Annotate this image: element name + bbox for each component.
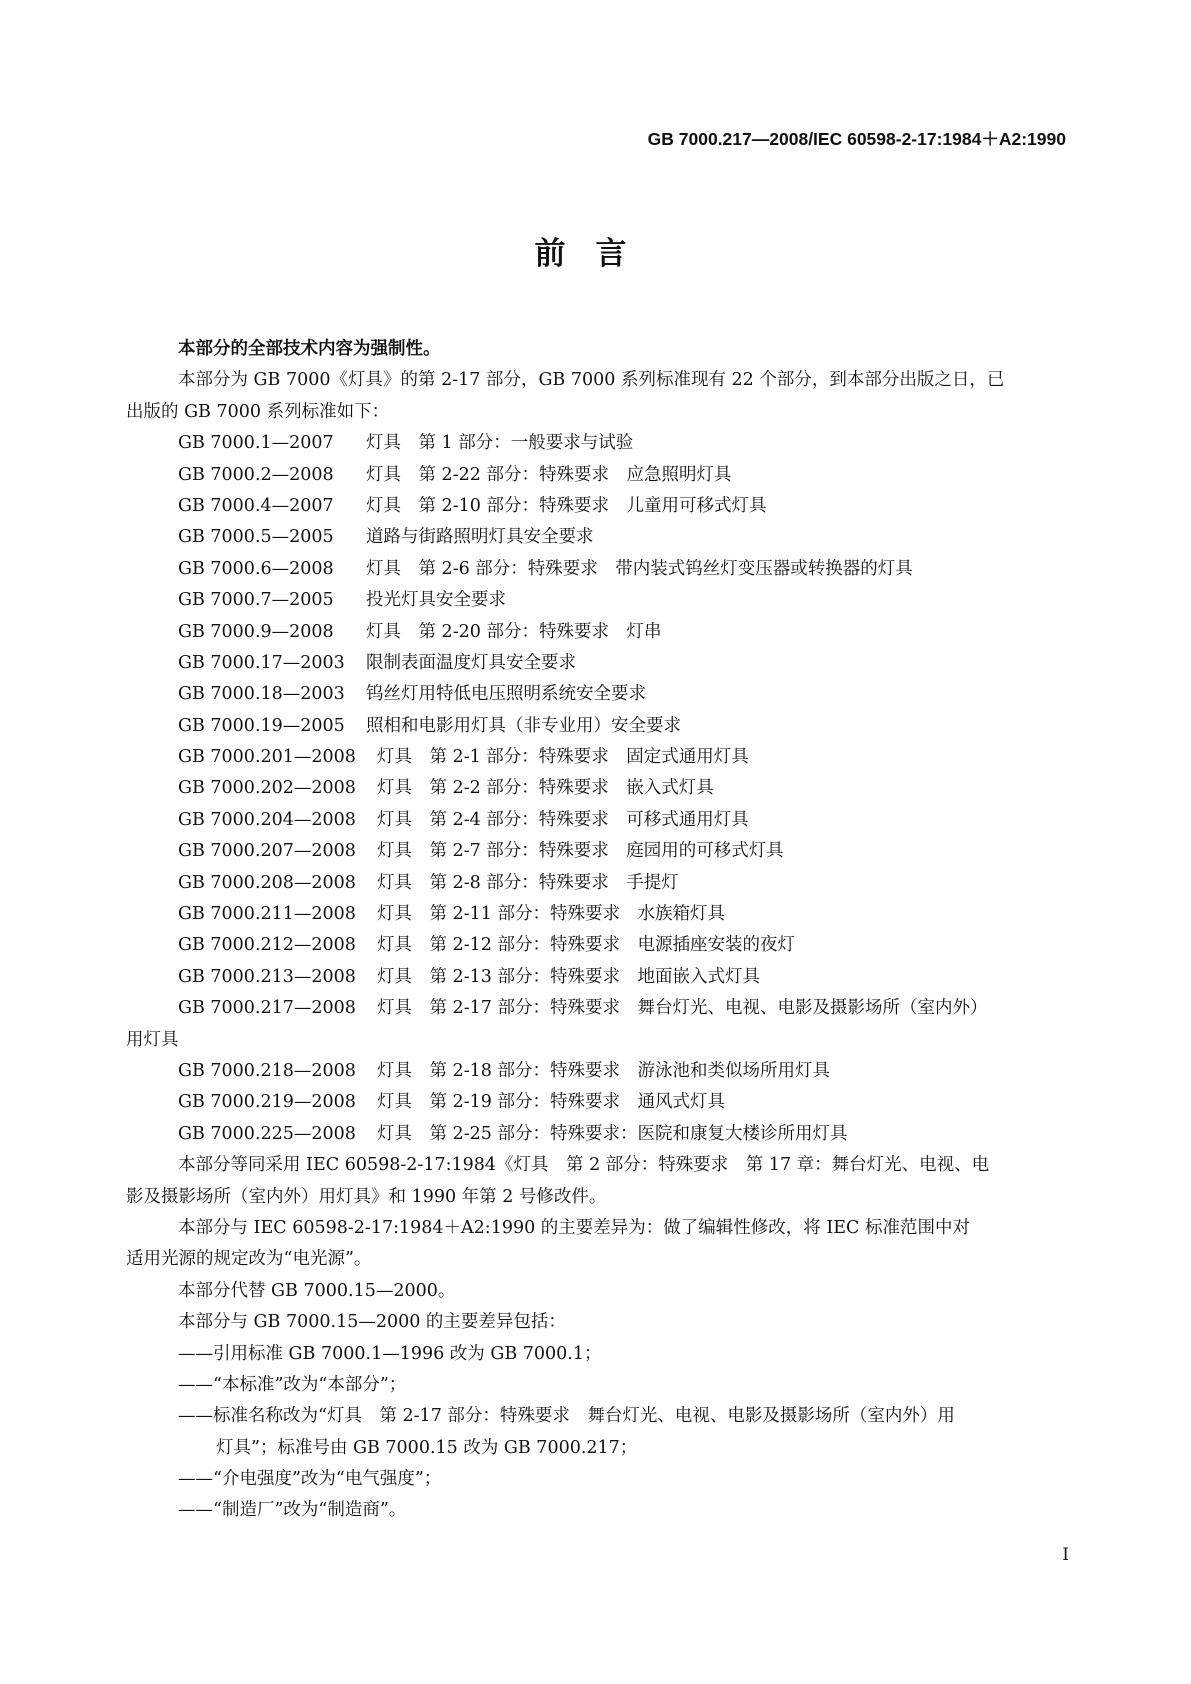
standard-title: 灯具 第 2-2 部分：特殊要求 嵌入式灯具 — [377, 778, 714, 799]
standard-list-item — [126, 742, 1066, 773]
paragraph: 本部分等同采用 IEC 60598-2-17:1984《灯具 第 2 部分：特殊要求 第 17 章：舞台灯光、电视、电 — [178, 1155, 990, 1176]
standard-title: 灯具 第 2-11 部分：特殊要求 水族箱灯具 — [377, 904, 725, 925]
standard-code-header: GB 7000.217—2008/IEC 60598-2-17:1984＋A2:1990 — [647, 129, 1066, 149]
standard-list-item — [126, 993, 1066, 1024]
standard-title: 灯具 第 2-4 部分：特殊要求 可移式通用灯具 — [377, 809, 749, 830]
difference-item: ——“制造厂”改为“制造商”。 — [178, 1500, 407, 1521]
paragraph: 本部分的全部技术内容为强制性。 — [178, 339, 441, 359]
standard-list-item — [126, 428, 1066, 459]
standard-code: GB 7000.213—2008 — [178, 966, 356, 987]
standard-title: 投光灯具安全要求 — [366, 590, 506, 611]
standard-title: 限制表面温度灯具安全要求 — [366, 652, 576, 673]
paragraph: 本部分与 GB 7000.15—2000 的主要差异包括： — [178, 1312, 566, 1333]
difference-item: ——引用标准 GB 7000.1—1996 改为 GB 7000.1； — [178, 1343, 602, 1364]
standard-list-item — [126, 836, 1066, 867]
standard-list-item — [126, 899, 1066, 930]
standard-title: 灯具 第 2-19 部分：特殊要求 通风式灯具 — [377, 1092, 725, 1113]
paragraph-continuation: 出版的 GB 7000 系列标准如下： — [126, 401, 390, 422]
difference-item-continuation: 灯具”；标准号由 GB 7000.15 改为 GB 7000.217； — [216, 1437, 638, 1458]
standard-title: 灯具 第 2-18 部分：特殊要求 游泳池和类似场所用灯具 — [377, 1060, 830, 1081]
paragraph: 本部分与 IEC 60598-2-17:1984＋A2:1990 的主要差异为：做了编辑性修改，将 IEC 标准范围中对 — [178, 1217, 971, 1238]
standard-title: 灯具 第 1 部分：一般要求与试验 — [366, 433, 634, 454]
standard-list-item — [126, 711, 1066, 742]
standard-title: 灯具 第 2-8 部分：特殊要求 手提灯 — [377, 872, 679, 893]
standard-list-item — [126, 554, 1066, 585]
standard-list-item — [126, 930, 1066, 961]
standard-list-item — [126, 648, 1066, 679]
standard-code: GB 7000.17—2003 — [178, 652, 345, 673]
standard-title: 灯具 第 2-1 部分：特殊要求 固定式通用灯具 — [377, 747, 749, 768]
paragraph: 本部分代替 GB 7000.15—2000。 — [178, 1280, 456, 1301]
standard-list-item — [126, 491, 1066, 522]
standard-title: 钨丝灯用特低电压照明系统安全要求 — [366, 684, 646, 705]
standard-list-item — [126, 805, 1066, 836]
standard-title: 灯具 第 2-17 部分：特殊要求 舞台灯光、电视、电影及摄影场所（室内外） — [377, 998, 988, 1019]
standard-title: 灯具 第 2-12 部分：特殊要求 电源插座安装的夜灯 — [377, 935, 795, 956]
standard-list-item — [126, 773, 1066, 804]
standard-code: GB 7000.219—2008 — [178, 1092, 356, 1113]
standard-list-item — [126, 460, 1066, 491]
paragraph-continuation: 适用光源的规定改为“电光源”。 — [126, 1249, 372, 1270]
standard-code: GB 7000.208—2008 — [178, 872, 356, 893]
standard-code: GB 7000.2—2008 — [178, 464, 334, 485]
paragraph-continuation: 影及摄影场所（室内外）用灯具》和 1990 年第 2 号修改件。 — [126, 1186, 607, 1207]
standard-list-item — [126, 522, 1066, 553]
difference-item: ——“介电强度”改为“电气强度”； — [178, 1469, 442, 1490]
standard-code: GB 7000.207—2008 — [178, 841, 356, 862]
paragraph: 本部分为 GB 7000《灯具》的第 2-17 部分，GB 7000 系列标准现有 22 个部分，到本部分出版之日，已 — [178, 370, 1005, 391]
standard-list-item — [126, 962, 1066, 993]
standard-list-item — [126, 1119, 1066, 1150]
standard-title: 灯具 第 2-25 部分：特殊要求：医院和康复大楼诊所用灯具 — [377, 1123, 848, 1144]
standards-list — [126, 428, 1066, 1024]
difference-item: ——“本标准”改为“本部分”； — [178, 1374, 407, 1395]
standard-code: GB 7000.18—2003 — [178, 684, 345, 705]
standard-list-item — [126, 868, 1066, 899]
standard-code: GB 7000.7—2005 — [178, 590, 334, 611]
standard-code: GB 7000.204—2008 — [178, 809, 356, 830]
standard-title: 道路与街路照明灯具安全要求 — [366, 527, 594, 548]
standard-list-item — [126, 1056, 1066, 1087]
standard-title: 灯具 第 2-6 部分：特殊要求 带内装式钨丝灯变压器或转换器的灯具 — [366, 558, 913, 579]
standard-code: GB 7000.19—2005 — [178, 715, 345, 736]
document-body — [126, 334, 1066, 1527]
standard-code: GB 7000.5—2005 — [178, 527, 334, 548]
standard-code: GB 7000.217—2008 — [178, 998, 356, 1019]
difference-item: ——标准名称改为“灯具 第 2-17 部分：特殊要求 舞台灯光、电视、电影及摄影场所（室内外）用 — [178, 1406, 955, 1427]
standard-code: GB 7000.4—2007 — [178, 495, 334, 516]
standard-title-continuation: 用灯具 — [126, 1029, 179, 1050]
standard-code: GB 7000.9—2008 — [178, 621, 334, 642]
standard-code: GB 7000.218—2008 — [178, 1060, 356, 1081]
standard-list-item — [126, 1087, 1066, 1118]
page-number: I — [1062, 1545, 1069, 1565]
standard-title: 灯具 第 2-10 部分：特殊要求 儿童用可移式灯具 — [366, 495, 767, 516]
page-title: 前言 — [534, 236, 657, 272]
standard-title: 灯具 第 2-20 部分：特殊要求 灯串 — [366, 621, 662, 642]
standard-code: GB 7000.225—2008 — [178, 1123, 356, 1144]
standard-title: 灯具 第 2-7 部分：特殊要求 庭园用的可移式灯具 — [377, 841, 784, 862]
standard-code: GB 7000.1—2007 — [178, 433, 334, 454]
standard-title: 灯具 第 2-22 部分：特殊要求 应急照明灯具 — [366, 464, 732, 485]
standard-list-item — [126, 617, 1066, 648]
standard-code: GB 7000.212—2008 — [178, 935, 356, 956]
standard-title: 灯具 第 2-13 部分：特殊要求 地面嵌入式灯具 — [377, 966, 760, 987]
standard-code: GB 7000.211—2008 — [178, 904, 356, 925]
standard-title: 照相和电影用灯具（非专业用）安全要求 — [366, 715, 681, 736]
standard-list-item — [126, 679, 1066, 710]
standard-list-item — [126, 585, 1066, 616]
standard-code: GB 7000.6—2008 — [178, 558, 334, 579]
standards-list-continued — [126, 1056, 1066, 1150]
standard-code: GB 7000.202—2008 — [178, 778, 356, 799]
standard-code: GB 7000.201—2008 — [178, 747, 356, 768]
